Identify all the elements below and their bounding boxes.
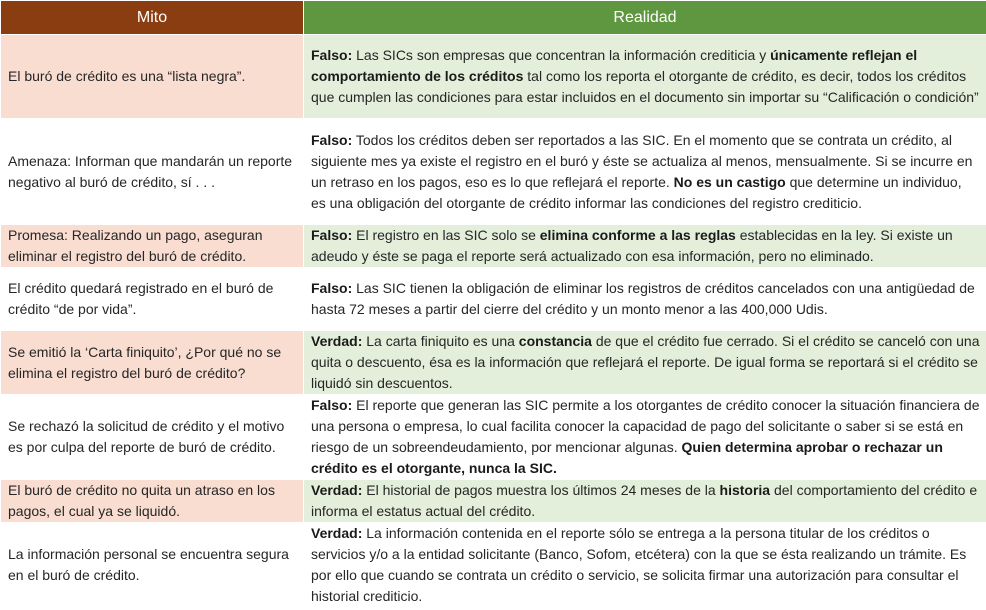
mito-cell: La información personal se encuentra segura en el buró de crédito. xyxy=(1,523,304,608)
realidad-cell xyxy=(304,268,986,331)
table-row xyxy=(1,480,986,523)
realidad-cell xyxy=(304,480,986,523)
table-row xyxy=(1,268,986,331)
realidad-emphasis: No es un castigo xyxy=(673,173,786,190)
realidad-text: de que el crédito fue cerrado. Si el crédito se canceló con una quita o descuento, ésa es la información que reflejará el reporte. De igual forma se reportará si el crédito se liquidó sin descuentos. xyxy=(311,333,980,391)
realidad-emphasis: únicamente reflejan el comportamiento de los créditos xyxy=(311,47,918,84)
mito-cell: Amenaza: Informan que mandarán un reporte negativo al buró de crédito, sí . . . xyxy=(1,119,304,225)
realidad-text: que determine un individuo, es una obligación del otorgante de crédito informar las condiciones del registro crediticio. xyxy=(311,173,962,211)
table-row xyxy=(1,119,986,225)
realidad-emphasis: historia xyxy=(719,482,771,498)
realidad-text: El reporte que generan las SIC permite a los otorgantes de crédito conocer la situación financiera de una persona o empresa, lo cual facilita conocer la capacidad de pago del solicitante o saber si se está en riesgo de un sobreendeudamiento, por mencionar algunas. xyxy=(311,397,980,455)
table-header xyxy=(1,1,986,35)
realidad-cell xyxy=(304,119,986,225)
verdict-label: Falso: xyxy=(311,47,353,63)
realidad-emphasis: elimina conforme a las reglas xyxy=(539,227,736,243)
realidad-text: Las SICs son empresas que concentran la información crediticia y xyxy=(352,47,771,63)
mito-cell: Promesa: Realizando un pago, aseguran eliminar el registro del buró de crédito. xyxy=(1,225,304,268)
verdict-label: Falso: xyxy=(311,280,353,296)
realidad-text: La información contenida en el reporte sólo se entrega a la persona titular de los créditos o servicios y/o a la entidad solicitante (Banco, Sofom, etcétera) con la que se ésta realizando un trámite. Es por ello que cuando se contrata un crédito o servicio, se solicita firmar una autorización para consultar el historial crediticio. xyxy=(311,525,967,604)
header-realidad: Realidad xyxy=(304,1,986,35)
mito-cell: Se rechazó la solicitud de crédito y el motivo es por culpa del reporte de buró de crédito. xyxy=(1,395,304,480)
realidad-cell xyxy=(304,35,986,119)
realidad-cell xyxy=(304,225,986,268)
mito-cell: Se emitió la ‘Carta finiquito’, ¿Por qué no se elimina el registro del buró de crédito? xyxy=(1,331,304,395)
realidad-text: tal como los reporta el otorgante de crédito, es decir, todos los créditos que cumplen las condiciones para estar incluidos en el documento sin importar su “Calificación o condición” xyxy=(311,68,979,105)
mito-cell: El buró de crédito no quita un atraso en los pagos, el cual ya se liquidó. xyxy=(1,480,304,523)
realidad-emphasis: Quien determina aprobar o rechazar un crédito es el otorgante, nunca la SIC. xyxy=(311,439,943,476)
verdict-label: Verdad: xyxy=(311,333,363,349)
verdict-label: Falso: xyxy=(311,397,353,413)
table-row xyxy=(1,225,986,268)
realidad-cell xyxy=(304,523,986,608)
realidad-text: El historial de pagos muestra los últimos 24 meses de la xyxy=(362,482,720,498)
realidad-text: La carta finiquito es una xyxy=(362,333,519,349)
table-row xyxy=(1,331,986,395)
verdict-label: Verdad: xyxy=(311,525,363,541)
realidad-emphasis: constancia xyxy=(518,333,592,349)
table-row xyxy=(1,395,986,480)
realidad-text: El registro en las SIC solo se xyxy=(352,227,540,243)
table-row xyxy=(1,35,986,119)
verdict-label: Falso: xyxy=(311,227,353,243)
realidad-text: Todos los créditos deben ser reportados a las SIC. En el momento que se contrata un crédito, al siguiente mes ya existe el registro en el buró y éste se actualiza al menos, mensualmente. Si se incurre en un retraso en los pagos, eso es lo que reflejará el reporte. xyxy=(311,131,973,190)
realidad-cell xyxy=(304,395,986,480)
verdict-label: Verdad: xyxy=(311,482,363,498)
table-row xyxy=(1,523,986,608)
realidad-text: establecidas en la ley. Si existe un adeudo y éste se paga el reporte será actualizado con esa información, pero no eliminado. xyxy=(311,227,953,264)
verdict-label: Falso: xyxy=(311,131,353,148)
header-mito: Mito xyxy=(1,1,304,35)
realidad-text: Las SIC tienen la obligación de eliminar los registros de créditos cancelados con una antigüedad de hasta 72 meses a partir del cierre del crédito y un monto menor a las 400,000 Udis. xyxy=(311,280,975,317)
mito-cell: El buró de crédito es una “lista negra”. xyxy=(1,35,304,119)
realidad-cell xyxy=(304,331,986,395)
realidad-text: del comportamiento del crédito e informa el estatus actual del crédito. xyxy=(311,482,978,519)
mito-cell: El crédito quedará registrado en el buró de crédito “de por vida”. xyxy=(1,268,304,331)
